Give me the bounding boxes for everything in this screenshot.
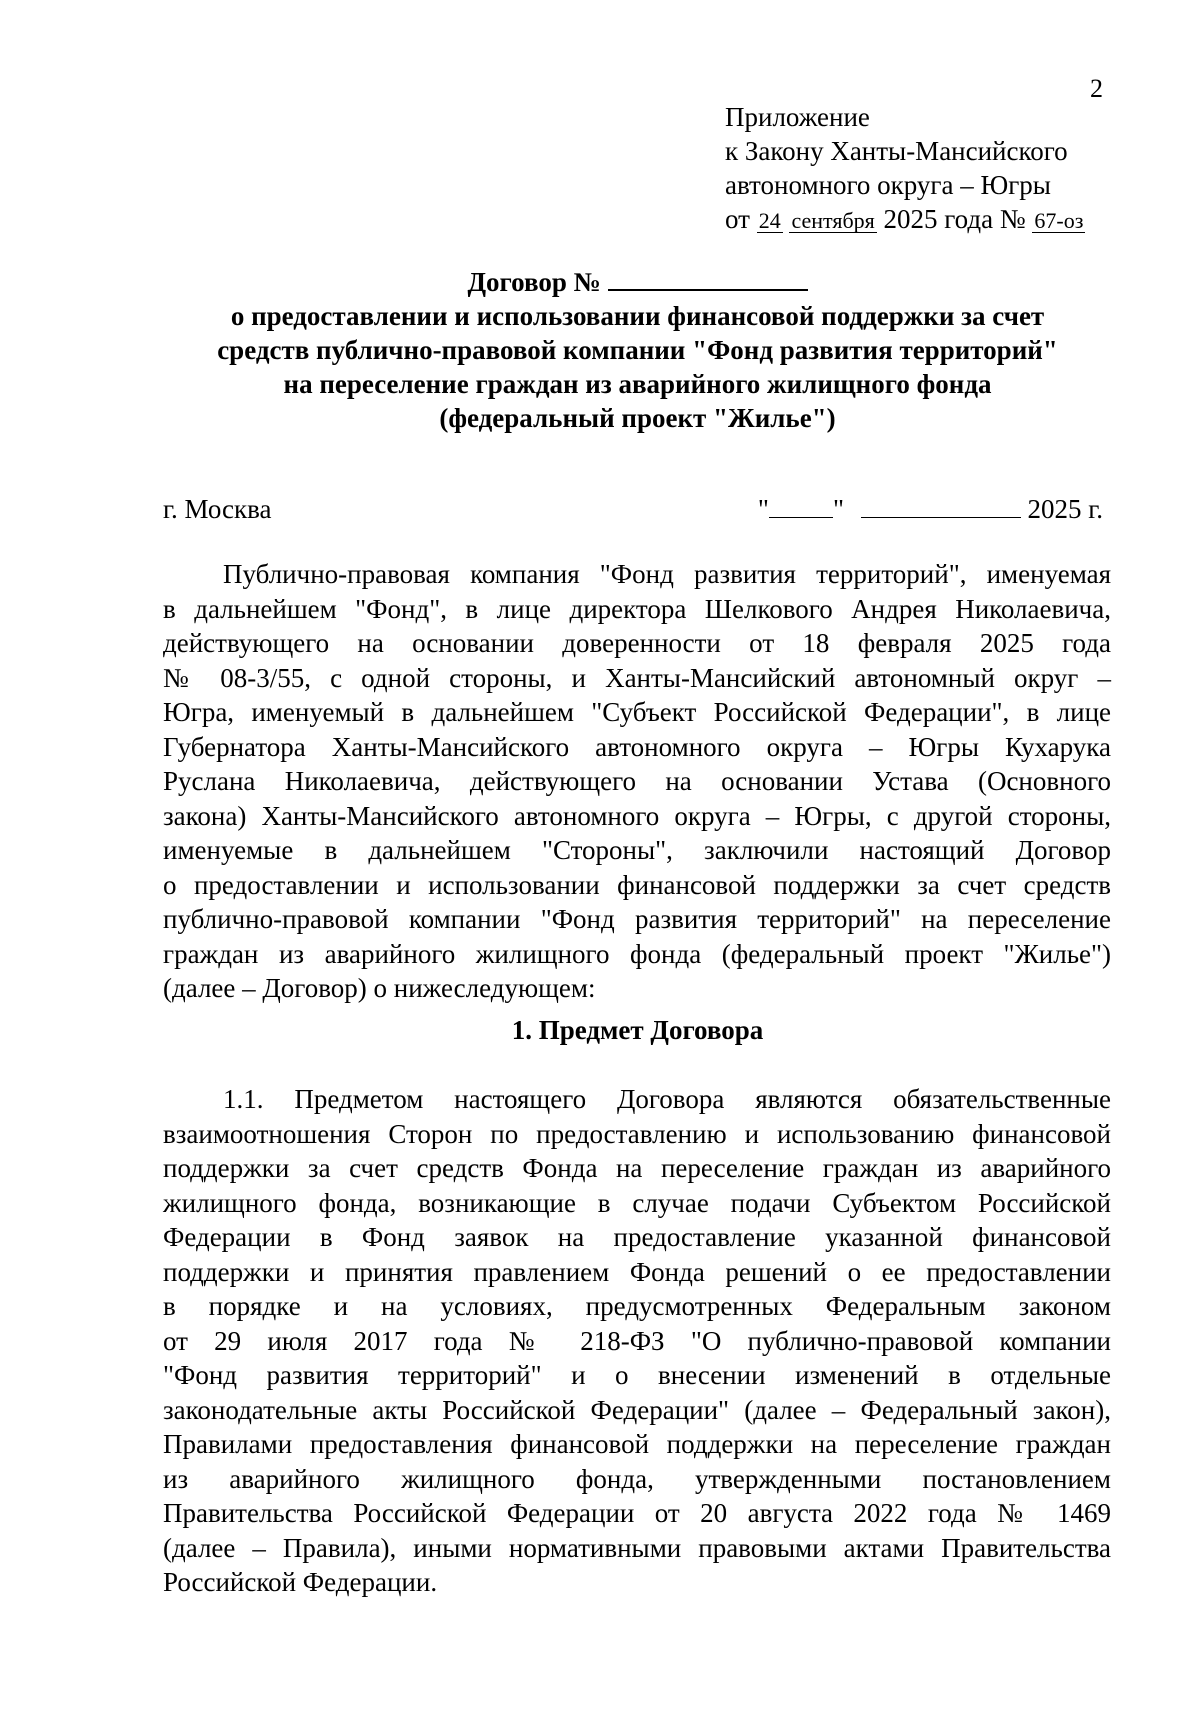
date-open-quote: " [757, 494, 769, 524]
annex-line-3: автономного округа – Югры [725, 170, 1051, 200]
clause-line: в порядке и на условиях, предусмотренных Федеральным законом [163, 1291, 1111, 1321]
preamble-line: публично-правовой компании "Фонд развития территорий" на переселение [163, 904, 1111, 934]
clause-line: Российской Федерации. [163, 1567, 438, 1597]
section-1-heading: 1. Предмет Договора [511, 1015, 764, 1045]
clause-line: жилищного фонда, возникающие в случае подачи Субъектом Российской [163, 1187, 1111, 1218]
preamble-paragraph [163, 557, 1111, 1006]
preamble-line: граждан из аварийного жилищного фонда (федеральный проект "Жилье") [163, 938, 1111, 969]
annex-law-number: 67-оз [1034, 208, 1084, 233]
preamble-line: о предоставлении и использовании финансовой поддержки за счет средств [163, 869, 1111, 900]
clause-line: Федерации в Фонд заявок на предоставление указанной финансовой [163, 1222, 1111, 1252]
annex-date-year: 2025 года № [883, 204, 1026, 234]
title-line-4: на переселение граждан из аварийного жилищного фонда [283, 369, 992, 399]
day-blank [769, 495, 833, 518]
annex-date-line [725, 202, 1085, 236]
clause-line: от 29 июля 2017 года № 218-ФЗ "О публично-правовой компании [163, 1325, 1111, 1356]
page-number: 2 [1090, 74, 1103, 103]
preamble-line: Руслана Николаевича, действующего на основании Устава (Основного [163, 766, 1111, 796]
clause-line: 1.1. Предметом настоящего Договора являются обязательственные [223, 1084, 1111, 1114]
clause-line: поддержки и принятия правлением Фонда решений о ее предоставлении [163, 1256, 1111, 1287]
annex-date-prefix: от [725, 204, 750, 234]
contract-number-label: Договор № [467, 267, 601, 297]
clause-line: поддержки за счет средств Фонда на переселение граждан из аварийного [163, 1153, 1111, 1183]
date-year: 2025 г. [1027, 494, 1103, 524]
annex-block [725, 100, 1085, 236]
title-line-5: (федеральный проект "Жилье") [439, 403, 836, 433]
clause-line: из аварийного жилищного фонда, утвержденными постановлением [163, 1463, 1111, 1494]
clause-line: "Фонд развития территорий" и о внесении изменений в отдельные [163, 1360, 1111, 1390]
contract-number-blank [608, 267, 808, 291]
annex-date-month: сентября [791, 208, 875, 233]
preamble-line: Публично-правовая компания "Фонд развития территорий", именуемая [223, 559, 1111, 589]
preamble-line: Югра, именуемый в дальнейшем "Субъект Российской Федерации", в лице [163, 697, 1111, 727]
preamble-line: в дальнейшем "Фонд", в лице директора Шелкового Андрея Николаевича, [163, 593, 1111, 624]
title-line-2: о предоставлении и использовании финансовой поддержки за счет [230, 301, 1045, 331]
clause-line: Правилами предоставления финансовой поддержки на переселение граждан [163, 1429, 1111, 1459]
preamble-line: действующего на основании доверенности от 18 февраля 2025 года [163, 628, 1111, 658]
preamble-line: № 08-3/55, с одной стороны, и Ханты-Мансийский автономный округ – [163, 662, 1111, 693]
annex-line-1: Приложение [725, 102, 870, 132]
clause-line: Правительства Российской Федерации от 20 августа 2022 года № 1469 [163, 1498, 1111, 1528]
clause-line: законодательные акты Российской Федерации" (далее – Федеральный закон), [163, 1394, 1111, 1425]
title-line-3: средств публично-правовой компании "Фонд развития территорий" [217, 335, 1058, 365]
place-of-signing: г. Москва [163, 494, 272, 524]
preamble-line: Губернатора Ханты-Мансийского автономного округа – Югры Кухарука [163, 731, 1111, 762]
annex-date-day: 24 [758, 208, 781, 233]
signing-date-blank [758, 494, 1103, 525]
month-blank [861, 495, 1021, 518]
clause-line: (далее – Правила), иными нормативными правовыми актами Правительства [163, 1532, 1111, 1563]
preamble-line: именуемые в дальнейшем "Стороны", заключили настоящий Договор [163, 835, 1111, 865]
date-close-quote: " [832, 494, 844, 524]
title-line-1 [140, 265, 1135, 299]
document-title [140, 265, 1135, 435]
annex-line-2: к Закону Ханты-Мансийского [725, 136, 1068, 166]
preamble-line: закона) Ханты-Мансийского автономного округа – Югры, с другой стороны, [163, 800, 1111, 831]
preamble-line: (далее – Договор) о нижеследующем: [163, 973, 596, 1003]
clause-1-1-paragraph [163, 1082, 1111, 1600]
clause-line: взаимоотношения Сторон по предоставлению и использованию финансовой [163, 1118, 1111, 1149]
